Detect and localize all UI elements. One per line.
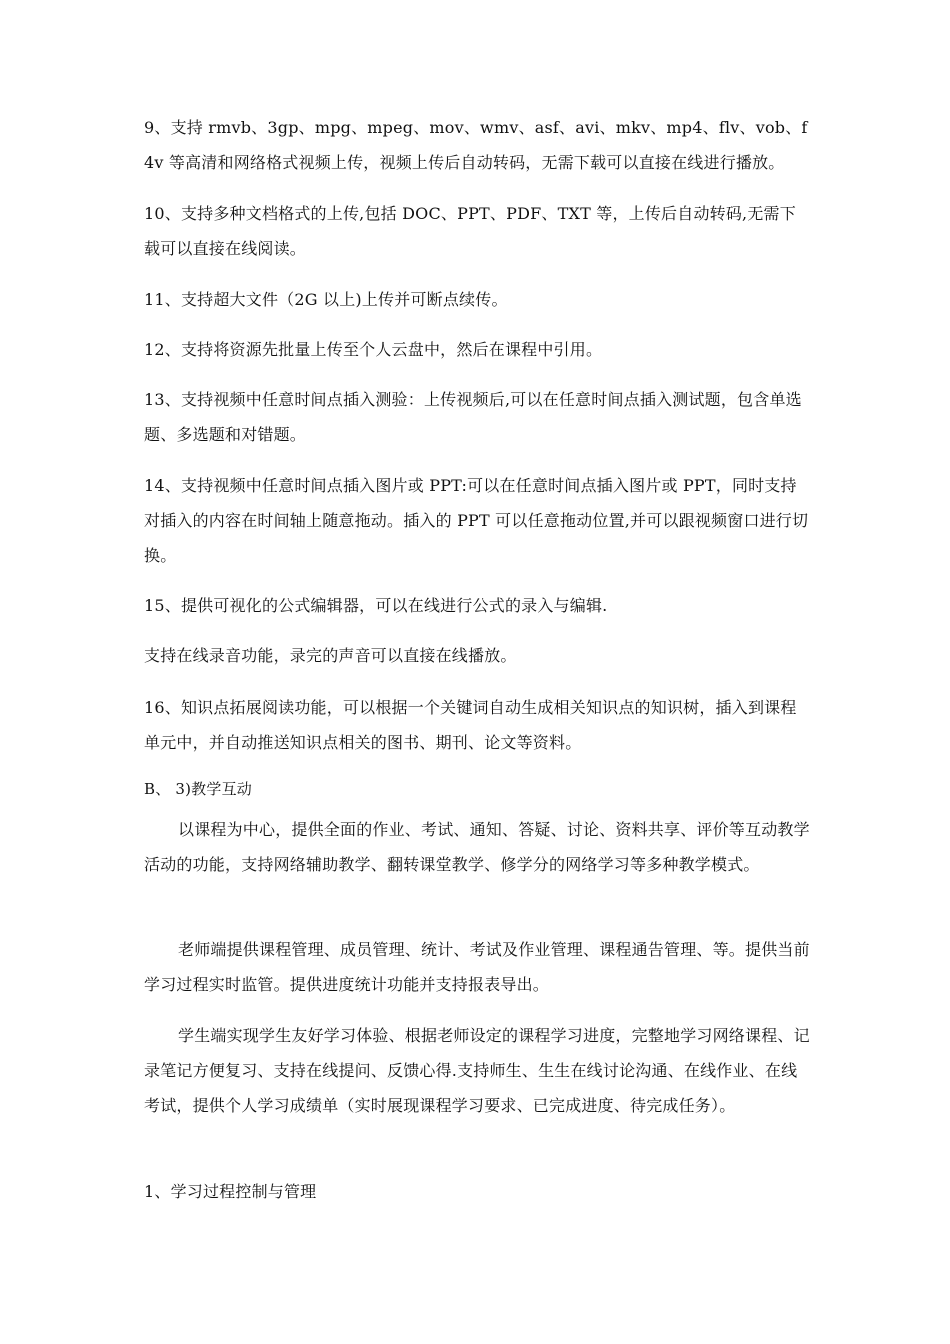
paragraph-item-14: 14、支持视频中任意时间点插入图片或 PPT:可以在任意时间点插入图片或 PPT，同时支持对插入的内容在时间轴上随意拖动。插入的 PPT 可以任意拖动位置,并可以跟视频窗口进行切换。 <box>144 476 809 565</box>
paragraph-item-15: 15、提供可视化的公式编辑器，可以在线进行公式的录入与编辑. <box>144 596 608 615</box>
paragraph-recording: 支持在线录音功能，录完的声音可以直接在线播放。 <box>144 646 517 665</box>
section-heading: B、 3)教学互动 <box>144 780 252 798</box>
paragraph-item-16: 16、知识点拓展阅读功能，可以根据一个关键词自动生成相关知识点的知识树，插入到课程单元中，并自动推送知识点相关的图书、期刊、论文等资料。 <box>144 698 797 752</box>
paragraph-item-9: 9、支持 rmvb、3gp、mpg、mpeg、mov、wmv、asf、avi、mkv、mp4、flv、vob、f4v 等高清和网络格式视频上传，视频上传后自动转码，无需下载可以直接在线进行播放。 <box>144 118 808 172</box>
paragraph-item-11: 11、支持超大文件（2G 以上)上传并可断点续传。 <box>144 290 508 309</box>
paragraph-item-13: 13、支持视频中任意时间点插入测验：上传视频后,可以在任意时间点插入测试题，包含单选题、多选题和对错题。 <box>144 390 802 444</box>
paragraph-item-12: 12、支持将资源先批量上传至个人云盘中，然后在课程中引用。 <box>144 340 603 359</box>
subheading: 1、学习过程控制与管理 <box>144 1182 317 1201</box>
paragraph-intro: 以课程为中心，提供全面的作业、考试、通知、答疑、讨论、资料共享、评价等互动教学活动的功能，支持网络辅助教学、翻转课堂教学、修学分的网络学习等多种教学模式。 <box>144 820 810 874</box>
paragraph-student: 学生端实现学生友好学习体验、根据老师设定的课程学习进度，完整地学习网络课程、记录笔记方便复习、支持在线提问、反馈心得.支持师生、生生在线讨论沟通、在线作业、在线考试，提供个人学习成绩单（实时展现课程学习要求、已完成进度、待完成任务）。 <box>144 1026 810 1115</box>
paragraph-item-10: 10、支持多种文档格式的上传,包括 DOC、PPT、PDF、TXT 等，上传后自动转码,无需下载可以直接在线阅读。 <box>144 204 796 258</box>
paragraph-teacher: 老师端提供课程管理、成员管理、统计、考试及作业管理、课程通告管理、等。提供当前学习过程实时监管。提供进度统计功能并支持报表导出。 <box>144 940 810 994</box>
